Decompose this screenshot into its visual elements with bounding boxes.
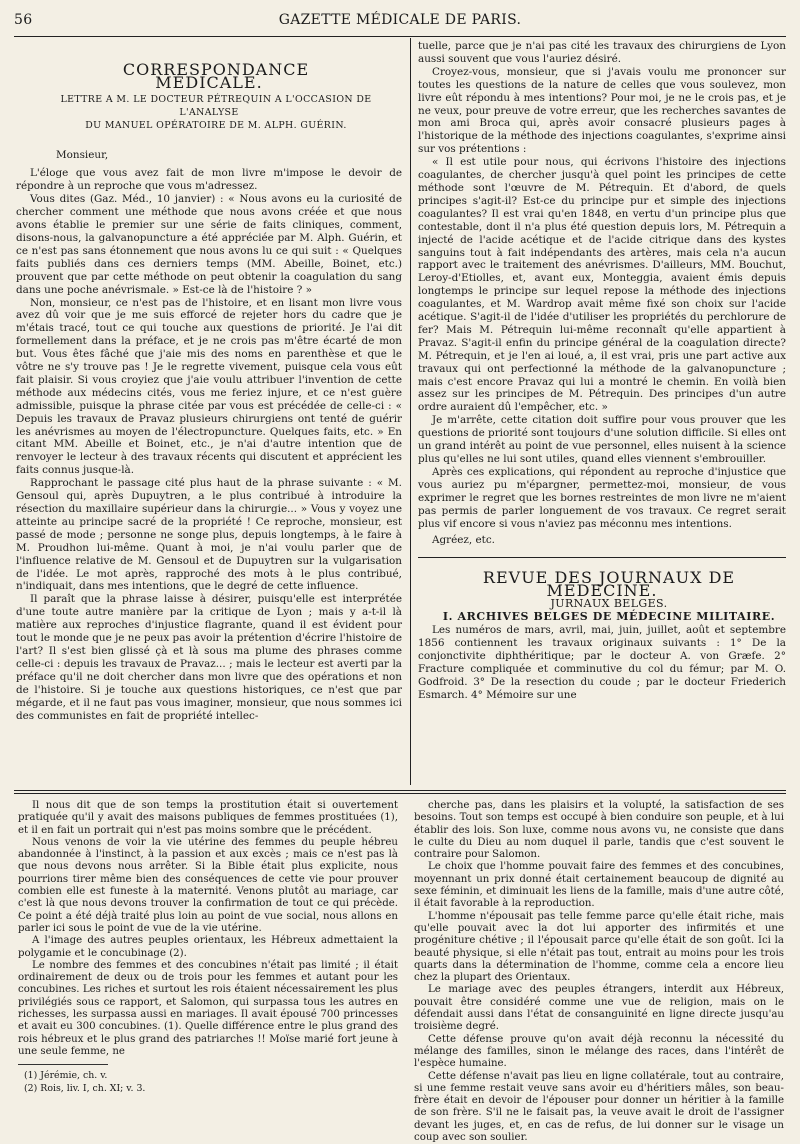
closing: Agréez, etc.	[432, 534, 495, 547]
right-column	[418, 40, 786, 786]
page-number: 56	[14, 12, 33, 28]
paragraph: Le nombre des femmes et des concubines n'était pas limité ; il était ordinairement de deux ou de trois pour les femmes et autant pour les concubines. Les riches et surtout les rois étaient nécessairement les plus privilégiés sous ce rapport, et Salomon, qui surpassa tous les autres en richesses, les surpassa aussi en mariages. Il avait épousé 700 princesses et avait eu 300 concubines. (1). Quelle différence entre le plus grand des rois hébreux et le plus grand des patriarches !! Moïse marié fort jeune à une seule femme, ne	[18, 959, 398, 1057]
paragraph: Les numéros de mars, avril, mai, juin, juillet, août et septembre 1856 contiennent les travaux originaux suivants : 1° De la conjonctivite diphthéritique; par le docteur A. von Græfe. 2° Fracture compliquée et comminutive du col du fémur; par M. O. Godfroid. 3° De la resection du coude ; par le docteur Friederich Esmarch. 4° Mémoire sur une	[418, 623, 786, 701]
paragraph: tuelle, parce que je n'ai pas cité les travaux des chirurgiens de Lyon aussi souvent que vous l'auriez désiré.	[418, 40, 786, 65]
journal-title: GAZETTE MÉDICALE DE PARIS.	[278, 12, 522, 28]
letter-subtitle-2: DU MANUEL OPÉRATOIRE DE M. ALPH. GUÉRIN.	[85, 119, 347, 131]
feuilleton-rule-1	[14, 790, 786, 791]
feuilleton-rule-2	[14, 793, 786, 794]
correspondance-heading-wrap	[76, 60, 342, 92]
paragraph: Vous dites (Gaz. Méd., 10 janvier) : « Nous avons eu la curiosité de chercher comment une méthode que nous avons créée et que nous avons établie le premier sur une série de faits cliniques, comment, disons-nous, la galvanopuncture a été appréciée par M. Alph. Guérin, et ce n'est pas sans étonnement que nous avons lu ce qui suit : « Quelques faits publiés dans ces derniers temps (MM. Abeille, Boinet, etc.) prouvent que par cette méthode on peut obtenir la coagulation du sang dans une poche anévrismale. » Est-ce là de l'histoire ? »	[16, 193, 402, 296]
salutation: Monsieur,	[56, 148, 109, 161]
paragraph: Le choix que l'homme pouvait faire des femmes et des concubines, moyennant un prix donné était certainement beaucoup de dignité au sexe féminin, et diminuait les liens de la famille, mais d'une autre côté, il était favorable à la reproduction.	[414, 861, 784, 910]
revue-heading: REVUE DES JOURNAUX DE MÉDECINE.	[482, 568, 736, 601]
correspondance-heading: CORRESPONDANCE MÉDICALE.	[122, 60, 310, 92]
running-header	[14, 12, 786, 32]
letter-subtitle-1: LETTRE A M. LE DOCTEUR PÉTREQUIN A L'OCCASION DE L'ANALYSE	[60, 93, 372, 118]
feuilleton-left	[18, 800, 398, 1060]
paragraph: L'éloge que vous avez fait de mon livre m'impose le devoir de répondre à un reproche que vous m'adressez.	[16, 167, 402, 193]
paragraph: cherche pas, dans les plaisirs et la volupté, la satisfaction de ses besoins. Tout son temps est occupé à bien conduire son peuple, et à lui établir des lois. Son luxe, comme nous avons vu, ne consiste que dans le culte du Dieu au nom duquel il parle, tandis que c'est souvent le contraire pour Salomon.	[414, 800, 784, 861]
paragraph: Je m'arrête, cette citation doit suffire pour vous prouver que les questions de priorité sont toujours d'une solution difficile. Si elles ont un grand intérêt au point de vue personnel, elles nuisent à la science plus qu'elles ne lui sont utiles, quand elles viennent s'embrouiller.	[418, 414, 786, 465]
archives-section-title: I. ARCHIVES BELGES DE MÉDECINE MILITAIRE.	[442, 610, 776, 624]
paragraph: Après ces explications, qui répondent au reproche d'injustice que vous auriez pu m'épargner, permettez-moi, monsieur, de vous exprimer le regret que les bornes restreintes de mon livre ne m'aient pas permis de parler longuement de vos travaux. Ce regret serait plus vif encore si vous n'aviez pas méconnu mes intentions.	[418, 465, 786, 530]
feuilleton-right	[414, 800, 784, 1144]
header-rule	[14, 36, 786, 37]
quotation: « Il est utile pour nous, qui écrivons l'histoire des injections coagulantes, de chercher jusqu'à quel point les principes de cette méthode sont l'œuvre de M. Pétrequin. Et d'abord, de quels principes s'agit-il? Est-ce du principe pur et simple des injections coagulantes? Il est vrai qu'en 1848, en vertu d'un principe plus que contestable, dont il n'a plus été question depuis lors, M. Pétrequin a injecté de l'acide acétique et de l'acide citrique dans des kystes sanguins tout à fait indépendants des artères, mais cela n'a aucun rapport avec le traitement des anévrismes. D'ailleurs, MM. Bouchut, Leroy-d'Etiolles, et, avant eux, Monteggia, avaient émis depuis longtemps le principe sur lequel repose la méthode des injections coagulantes, et M. Wardrop avait même fixé son choix sur l'acide acétique. S'agit-il de l'idée d'utiliser les propriétés du perchlorure de fer? Mais M. Pétrequin lui-même reconnaît qu'elle appartient à Pravaz. S'agit-il enfin du principe général de la coagulation directe? M. Pétrequin, et je l'en ai loué, a, il est vrai, pris une part active aux travaux qui ont perfectionné la méthode de la galvanopuncture ; mais c'est encore Pravaz qui lui a montré le chemin. En voilà bien assez sur les principes de M. Pétrequin. Des principes d'un autre ordre auraient dû l'empêcher, etc. »	[418, 156, 786, 414]
paragraph: Cette défense prouve qu'on avait déjà reconnu la nécessité du mélange des familles, sinon le mélange des races, dans l'intérêt de l'espèce humaine.	[414, 1033, 784, 1070]
paragraph: A l'image des autres peuples orientaux, les Hébreux admettaient la polygamie et le concubinage (2).	[18, 935, 398, 959]
revue-subheading: JURNAUX BELGES.	[550, 597, 668, 611]
paragraph: L'homme n'épousait pas telle femme parce qu'elle était riche, mais qu'elle pouvait avec la dot lui apporter des infirmités et une progéniture chétive ; il l'épousait parce qu'elle était de son goût. Ici la beauté physique, si elle n'était pas tout, entrait au moins pour les trois quarts dans la détermination de l'homme, comme cela a encore lieu chez la plupart des Orientaux.	[414, 910, 784, 984]
paragraph: Il paraît que la phrase laisse à désirer, puisqu'elle est interprétée d'une toute autre manière par la critique de Lyon ; mais y a-t-il là matière aux reproches d'injustice flagrante, quand il est évident pour tout le monde que je ne peux pas avoir la prétention d'écrire l'histoire de l'art? Il s'est bien glissé çà et là sous ma plume des phrases comme celle-ci : depuis les travaux de Pravaz... ; mais le lecteur est averti par la préface qu'il ne doit chercher dans mon livre que des opérations et non de l'histoire. Si je touche aux questions historiques, ce n'est que par mégarde, et il ne faut pas vous imaginer, monsieur, que nous sommes ici des communistes en fait de propriété intellec-	[16, 593, 402, 722]
paragraph: Non, monsieur, ce n'est pas de l'histoire, et en lisant mon livre vous avez dû voir que je me suis efforcé de rejeter hors du cadre que je m'étais tracé, tout ce qui touche aux questions de priorité. Je l'ai dit formellement dans la préface, et je ne crois pas m'être écarté de mon but. Vous êtes fâché que j'aie mis des noms en parenthèse et que le vôtre ne s'y trouve pas ! Je le regrette vivement, puisque cela vous eût fait plaisir. Si vous croyiez que j'aie voulu attribuer l'invention de cette méthode aux médecins cités, vous me feriez injure, et ce n'est guère admissible, puisque la phrase citée par vous est précédée de celle-ci : « Depuis les travaux de Pravaz plusieurs chirurgiens ont tenté de guérir les anévrismes au moyen de l'électropuncture. Quelques faits, etc. » En citant MM. Abeille et Boinet, etc., je n'ai d'autre intention que de renvoyer le lecteur à des travaux récents qui discutent et apprécient les faits connus jusque-là.	[16, 296, 402, 477]
paragraph: Nous venons de voir la vie utérine des femmes du peuple hébreu abandonnée à l'instinct, à la passion et aux excès ; mais ce n'est pas là que nous devons nous arrêter. Si la Bible était plus explicite, nous pourrions tirer même bien des conséquences de cette vie pour prouver combien elle est funeste à la maternité. Venons plutôt au mariage, car c'est là que nous devons trouver la confirmation de tout ce qui précède. Ce point a été déjà traité plus loin au point de vue social, nous allons en parler ici sous le point de vue de la vie utérine.	[18, 836, 398, 934]
paragraph: Le mariage avec des peuples étrangers, interdit aux Hébreux, pouvait être considéré comme une vue de religion, mais on le défendait aussi dans l'état de consanguinité en ligne directe jusqu'au troisième degré.	[414, 984, 784, 1033]
paragraph: Cette défense n'avait pas lieu en ligne collatérale, tout au contraire, si une femme restait veuve sans avoir eu d'héritiers mâles, son beau-frère était en devoir de l'épouser pour donner un héritier à la famille de son frère. S'il ne le faisait pas, la veuve avait le droit de l'assigner devant les juges, et, en cas de refus, de lui donner sur le visage un coup avec son soulier.	[414, 1070, 784, 1144]
paragraph: Il nous dit que de son temps la prostitution était si ouvertement pratiquée qu'il y avait des maisons publiques de femmes prostituées (1), et il en fait un portrait qui n'est pas moins sombre que le précédent.	[18, 800, 398, 836]
paragraph: Croyez-vous, monsieur, que si j'avais voulu me prononcer sur toutes les questions de la nature de celles que vous soulevez, mon livre eût répondu à mes intentions? Pour moi, je ne le crois pas, et je ne veux, pour preuve de votre erreur, que les recherches savantes de mon ami Broca qui, après avoir consacré plusieurs pages à l'historique de la méthode des injections coagulantes, s'exprime ainsi sur vos prétentions :	[418, 65, 786, 156]
revue-section	[418, 557, 786, 701]
left-column	[16, 44, 402, 786]
paragraph: Rapprochant le passage cité plus haut de la phrase suivante : « M. Gensoul qui, après Dupuytren, a le plus contribué à introduire la résection du maxillaire supérieur dans la chirurgie... » Vous y voyez une atteinte au principe sacré de la propriété ! Ce reproche, monsieur, est passé de mode ; personne ne songe plus, depuis longtemps, à le faire à M. Proudhon lui-même. Quant à moi, je n'ai voulu parler que de l'influence relative de M. Gensoul et de Dupuytren sur la vulgarisation de l'idée. Le mot après, rapproché des mots à le plus contribué, n'indiquait, dans mes intentions, que le degré de cette influence.	[16, 477, 402, 593]
footnote-2: (2) Rois, liv. I, ch. XI; v. 3.	[24, 1083, 146, 1094]
footnote-rule	[18, 1064, 108, 1065]
column-divider	[410, 38, 411, 785]
footnote-1: (1) Jérémie, ch. v.	[24, 1070, 108, 1081]
